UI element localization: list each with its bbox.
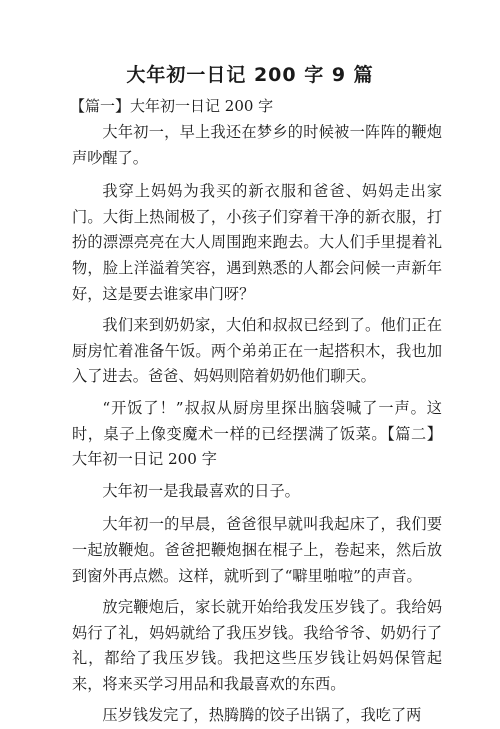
document-title: 大年初一日记 200 字 9 篇: [126, 64, 374, 86]
paragraph-4: “开饭了！”叔叔从厨房里探出脑袋喊了一声。这时，桌子上像变魔术一样的已经摆满了饭菜。【篇二】大年初一日记 200 字: [72, 398, 442, 469]
paragraph-3: 我们来到奶奶家，大伯和叔叔已经到了。他们正在厨房忙着准备午饭。两个弟弟正在一起搭积木，我也加入了进去。爸爸、妈妈则陪着奶奶他们聊天。: [72, 316, 442, 386]
paragraph-5: 大年初一是我最喜欢的日子。: [102, 481, 300, 500]
section-heading-1: 【篇一】大年初一日记 200 字: [70, 97, 274, 115]
paragraph-1: 大年初一，早上我还在梦乡的时候被一阵阵的鞭炮声吵醒了。: [72, 123, 442, 167]
paragraph-6: 大年初一的早晨，爸爸很早就叫我起床了，我们要一起放鞭炮。爸爸把鞭炮捆在棍子上，卷起来，然后放到窗外再点燃。这样，就听到了“噼里啪啦”的声音。: [72, 515, 442, 585]
paragraph-7: 放完鞭炮后，家长就开始给我发压岁钱了。我给妈妈行了礼，妈妈就给了我压岁钱。我给爷爷、奶奶行了礼，都给了我压岁钱。我把这些压岁钱让妈妈保管起来，将来买学习用品和我最喜欢的东西。: [72, 598, 442, 693]
paragraph-8: 压岁钱发完了，热腾腾的饺子出锅了，我吃了两: [102, 706, 422, 725]
paragraph-2: 我穿上妈妈为我买的新衣服和爸爸、妈妈走出家门。大街上热闹极了，小孩子们穿着干净的新衣服，打扮的漂漂亮亮在大人周围跑来跑去。大人们手里提着礼物，脸上洋溢着笑容，遇到熟悉的人都会问候一声新年好，这是要去谁家串门呀？: [72, 182, 442, 303]
